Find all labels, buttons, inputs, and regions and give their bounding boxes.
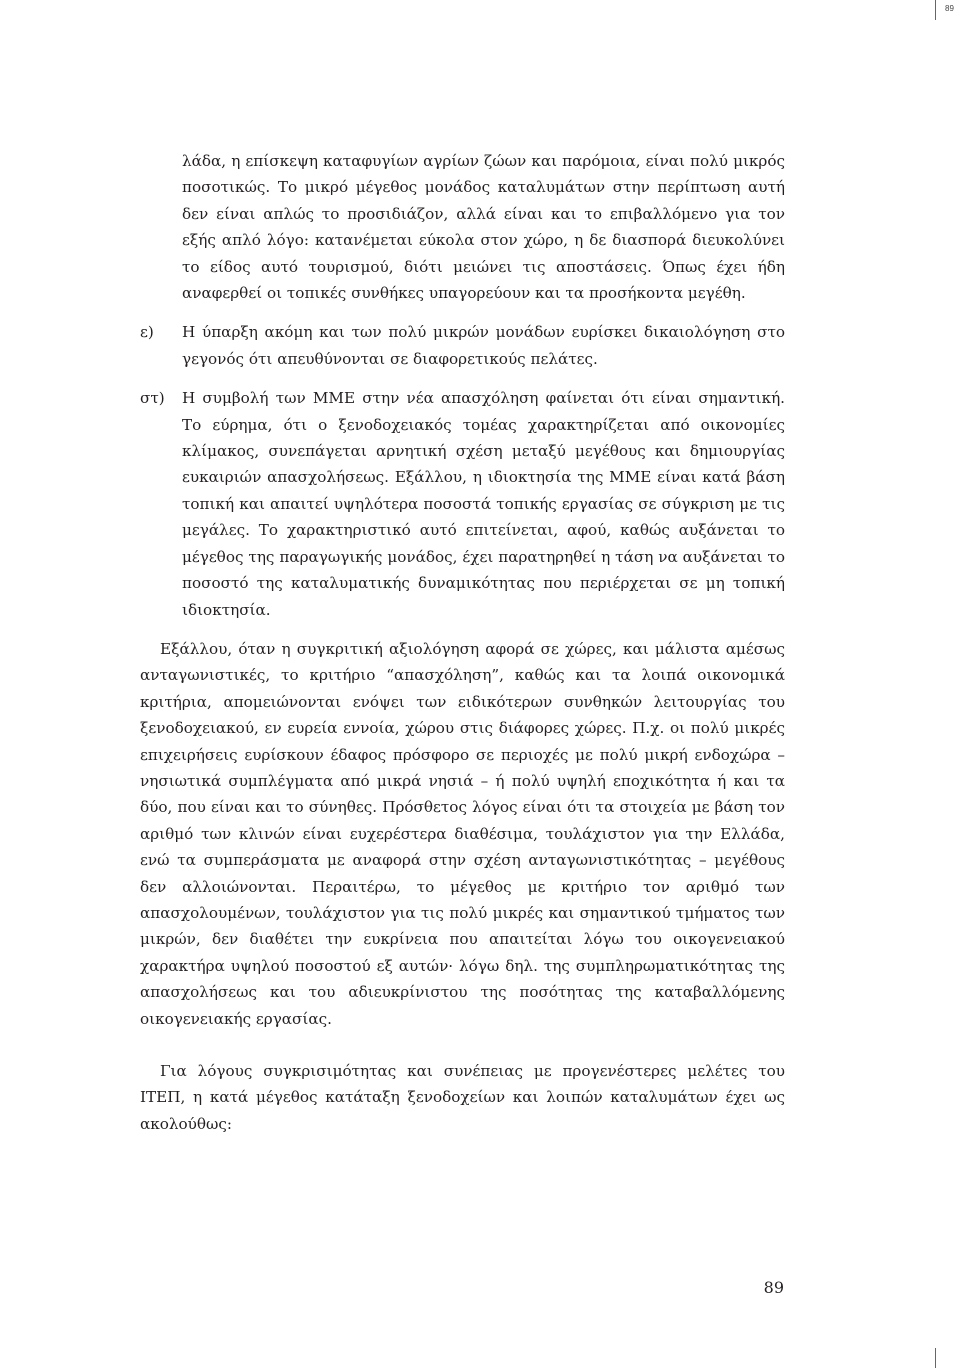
list-item-e <box>140 319 785 372</box>
body-paragraph-1: Εξάλλου, όταν η συγκριτική αξιολόγηση αφορά σε χώρες, και μάλιστα αμέσως ανταγωνιστικές, το κριτήριο “απασχόληση”, καθώς και τα λοιπά οικονομικά κριτήρια, απομειώνονται ενόψει των ειδικότερων συνθηκών λειτουργίας του ξενοδοχειακού, εν ευρεία εννοία, χώρου στις διάφορες χώρες. Π.χ. οι πολύ μικρές επιχειρήσεις ευρίσκουν έδαφος πρόσφορο σε περιοχές με πολύ μικρή ενδοχώρα – νησιωτικά συμπλέγματα από μικρά νησιά – ή πολύ υψηλή εποχικότητα ή και τα δύο, που είναι και το σύνηθες. Πρόσθετος λόγος είναι ότι τα στοιχεία με βάση τον αριθμό των κλινών είναι ευχερέστερα διαθέσιμα, τουλάχιστον για την Ελλάδα, ενώ τα συμπεράσματα με αναφορά στην σχέση ανταγωνιστικότητας – μεγέθους δεν αλλοιώνονται. Περαιτέρω, το μέγεθος με κριτήριο τον αριθμό των απασχολουμένων, τουλάχιστον για τις πολύ μικρές και σημαντικού τμήματος των μικρών, δεν διαθέτει την ευκρίνεια που απαιτείται λόγω του οικογενειακού χαρακτήρα υψηλού ποσοστού εξ αυτών· λόγω δηλ. της συμπληρωματικότητας της απασχολήσεως και του αδιευκρίνιστου της ποσότητας της καταβαλλόμενης οικογενειακής εργασίας. <box>140 639 785 1028</box>
page-number: 89 <box>763 1278 784 1297</box>
list-item-text: Η συμβολή των ΜΜΕ στην νέα απασχόληση φαίνεται ότι είναι σημαντική. Το εύρημα, ότι ο ξενοδοχειακός τομέας χαρακτηρίζεται από οικονομίες κλίμακος, συνεπάγεται αρνητική σχέση μεταξύ μεγέθους και δημιουργίας ευκαιριών απασχολήσεως. Εξάλλου, η ιδιοκτησία της ΜΜΕ είναι κατά βάση τοπική και απαιτεί υψηλότερα ποσοστά τοπικής εργασίας σε σύγκριση με τις μεγάλες. Το χαρακτηριστικό αυτό επιτείνεται, αφού, καθώς αυξάνεται το μέγεθος της παραγωγικής μονάδος, έχει παρατηρηθεί η τάση να αυξάνεται το ποσοστό της καταλυματικής δυναμικότητας που περιέρχεται σε μη τοπική ιδιοκτησία. <box>182 389 785 619</box>
crop-mark-page-label: 89 <box>945 4 954 13</box>
list-item-text: Η ύπαρξη ακόμη και των πολύ μικρών μονάδων ευρίσκει δικαιολόγηση στο γεγονός ότι απευθύνονται σε διαφορετικούς πελάτες. <box>182 323 785 368</box>
page-body <box>140 148 785 1137</box>
body-paragraph-2: Για λόγους συγκρισιμότητας και συνέπειας με προγενέστερες μελέτες του ΙΤΕΠ, η κατά μέγεθος κατάταξη ξενοδοχείων και λοιπών καταλυμάτων έχει ως ακολούθως: <box>140 1062 785 1133</box>
crop-mark-top <box>935 0 960 20</box>
crop-line-bottom <box>935 1348 936 1368</box>
list-item-label: στ) <box>140 389 165 408</box>
list-item-st <box>140 385 785 623</box>
list-item-label: ε) <box>140 323 154 342</box>
intro-continuation-paragraph: λάδα, η επίσκεψη καταφυγίων αγρίων ζώων και παρόμοια, είναι πολύ μικρός ποσοτικώς. Το μικρό μέγεθος μονάδος καταλυμάτων στην περίπτωση αυτή δεν είναι απλώς το προσιδιάζον, αλλά είναι και το επιβαλλόμενο για τον εξής απλό λόγο: κατανέμεται εύκολα στον χώρο, η δε διασπορά διευκολύνει το είδος αυτό τουρισμού, διότι μειώνει τις αποστάσεις. Όπως έχει ήδη αναφερθεί οι τοπικές συνθήκες υπαγορεύουν και τα προσήκοντα μεγέθη. <box>182 152 785 303</box>
crop-line-top <box>935 0 936 20</box>
